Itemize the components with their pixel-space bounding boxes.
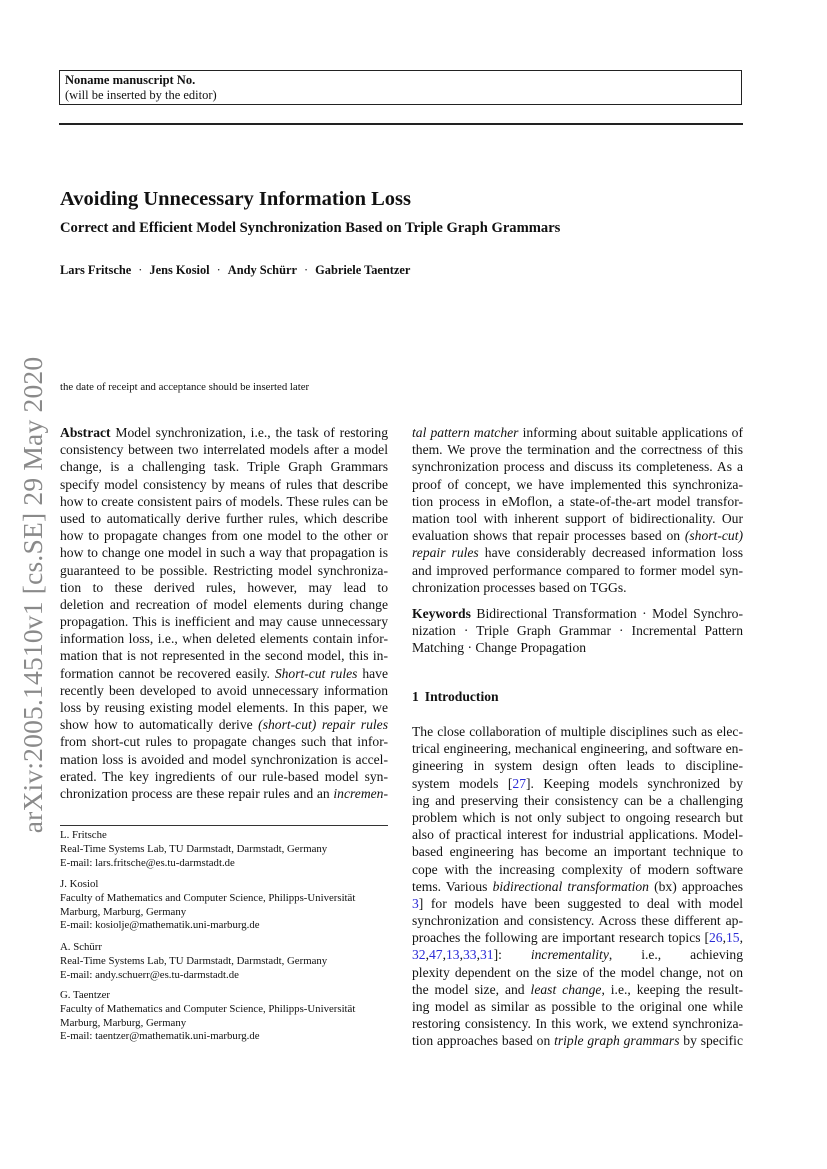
section-number: 1 bbox=[412, 689, 419, 704]
affiliation-line: Real-Time Systems Lab, TU Darmstadt, Darmstadt, Germany bbox=[60, 842, 328, 855]
emphasis-text: Short-cut rules bbox=[274, 665, 358, 681]
affiliation-email: E-mail: lars.fritsche@es.tu-darmstadt.de bbox=[60, 856, 235, 869]
text-line: tion process in eMoflon, a state-of-the-art model transfor- bbox=[412, 493, 743, 509]
author-separator: · bbox=[216, 263, 221, 277]
author: Gabriele Taentzer bbox=[315, 263, 411, 277]
text-line: mation that is not represented in the second model, this in- bbox=[60, 648, 388, 664]
text-line: recently been developed to avoid unnecessary information bbox=[60, 682, 388, 698]
affiliation-line: Marburg, Marburg, Germany bbox=[60, 905, 187, 918]
paper-title: Avoiding Unnecessary Information Loss bbox=[60, 188, 411, 210]
text-span: evaluation shows that repair processes based on bbox=[412, 528, 685, 544]
text-line: used to automatically derive further rules, which describe bbox=[60, 510, 388, 526]
citation-link[interactable]: 27 bbox=[512, 775, 526, 791]
emphasis-text: least change bbox=[530, 981, 602, 997]
text-span: formation cannot be recovered easily. bbox=[60, 665, 275, 681]
editor-note: (will be inserted by the editor) bbox=[65, 88, 217, 102]
text-line: restoring consistency. In this work, we extend synchroniza- bbox=[412, 1016, 743, 1032]
bold-label: Abstract bbox=[60, 425, 111, 440]
affiliation-email: E-mail: andy.schuerr@es.tu-darmstadt.de bbox=[60, 968, 239, 981]
manuscript-number-label: Noname manuscript No. bbox=[65, 73, 196, 87]
citation-link[interactable]: 33 bbox=[463, 947, 477, 963]
text-line bbox=[60, 424, 388, 441]
text-line: how to change one model in such a way that propagation is bbox=[60, 545, 388, 561]
emphasis-text: tal pattern matcher bbox=[412, 425, 519, 440]
text-line: gineering in system design often leads to discipline- bbox=[412, 758, 743, 774]
emphasis-text: bidirectional transformation bbox=[492, 878, 649, 894]
text-span: informing about suitable applications of bbox=[518, 425, 743, 440]
introduction-text bbox=[412, 723, 743, 1050]
abstract-right-column bbox=[412, 424, 743, 596]
text-line: problem which is not only subject to ongoing research but bbox=[412, 809, 743, 825]
text-line bbox=[412, 605, 743, 622]
text-span: , bbox=[425, 947, 429, 963]
text-span: ]: bbox=[493, 947, 531, 963]
affiliation-kosiol bbox=[60, 878, 400, 933]
text-line: deletion and recreation of model elements during change bbox=[60, 596, 388, 612]
text-line bbox=[60, 785, 388, 802]
text-span: the model size, and bbox=[412, 981, 531, 997]
bold-label: Keywords bbox=[412, 606, 471, 621]
affiliation-fritsche bbox=[60, 829, 400, 870]
citation-link[interactable]: 31 bbox=[480, 947, 494, 963]
text-line bbox=[412, 1032, 743, 1049]
text-line: from short-cut rules to propagate changes such that infor- bbox=[60, 734, 388, 750]
text-span: tems. Various bbox=[412, 878, 493, 894]
text-line: mation tool with inherent support of bidirectionality. Our bbox=[412, 510, 743, 526]
text-line: specify model consistency by means of rules that describe bbox=[60, 476, 388, 492]
abstract-left-column bbox=[60, 424, 388, 802]
text-line: based engineering has become an important technique to bbox=[412, 844, 743, 860]
citation-link[interactable]: 32 bbox=[412, 947, 426, 963]
text-line: consistency between two interrelated models after a model bbox=[60, 442, 388, 458]
text-line: propagation. This is inefficient and may cause unnecessary bbox=[60, 614, 388, 630]
affiliation-line: Marburg, Marburg, Germany bbox=[60, 1016, 187, 1029]
text-span: (bx) approaches bbox=[654, 878, 743, 894]
arxiv-identifier: arXiv:2005.14510v1 [cs.SE] 29 May 2020 bbox=[17, 356, 48, 834]
text-line bbox=[412, 775, 743, 792]
text-span: show how to automatically derive bbox=[60, 717, 259, 733]
text-span: , i.e., keeping the result- bbox=[601, 981, 743, 997]
affiliation-author-name: G. Taentzer bbox=[60, 989, 111, 1001]
text-span: , bbox=[442, 947, 446, 963]
affiliation-line: Faculty of Mathematics and Computer Science, Philipps-Universität bbox=[60, 891, 356, 904]
text-span: , bbox=[722, 930, 726, 946]
author: Lars Fritsche bbox=[60, 263, 132, 277]
text-line: The close collaboration of multiple disciplines such as elec- bbox=[412, 724, 743, 739]
text-line: cope with the increasing complexity of modern software bbox=[412, 861, 743, 877]
text-span: have considerably decreased information loss bbox=[478, 545, 743, 561]
text-line: plexity dependent on the size of the model change, not on bbox=[412, 964, 743, 980]
text-span: ]. Keeping models synchronized by bbox=[526, 775, 743, 791]
affiliation-email: E-mail: taentzer@mathematik.uni-marburg.de bbox=[60, 1030, 260, 1043]
text-line bbox=[412, 527, 743, 544]
author-separator: · bbox=[138, 263, 143, 277]
text-line: proof of concept, we have implemented this synchroniza- bbox=[412, 476, 743, 492]
emphasis-text: (short-cut) bbox=[684, 528, 743, 544]
text-line: trical engineering, mechanical engineering, and software en- bbox=[412, 741, 743, 757]
text-line: Matching · Change Propagation bbox=[412, 640, 587, 656]
emphasis-text: repair rules bbox=[412, 545, 479, 561]
text-span: have bbox=[357, 665, 388, 681]
text-line: and improved performance compared to former model syn- bbox=[412, 562, 743, 578]
citation-link[interactable]: 3 bbox=[412, 895, 419, 911]
author: Andy Schürr bbox=[227, 263, 297, 277]
text-span: chronization process are these repair rules and an bbox=[60, 785, 334, 801]
text-span: Model synchronization, i.e., the task of restoring bbox=[110, 425, 388, 440]
affiliation-line: Faculty of Mathematics and Computer Science, Philipps-Universität bbox=[60, 1002, 356, 1015]
author: Jens Kosiol bbox=[149, 263, 210, 277]
text-line bbox=[412, 544, 743, 561]
affiliation-schuerr bbox=[60, 941, 400, 982]
text-span: , i.e., achieving bbox=[608, 947, 743, 963]
text-line: them. We prove the termination and the correctness of this bbox=[412, 442, 743, 458]
affiliation-author-name: J. Kosiol bbox=[60, 878, 99, 890]
text-line: how to propagate changes from one model to the other or bbox=[60, 528, 388, 544]
emphasis-text: triple graph grammars bbox=[554, 1033, 680, 1049]
text-line: also of practical interest for industrial applications. Model- bbox=[412, 827, 743, 843]
text-line: tion to these derived rules, however, may lead to bbox=[60, 579, 388, 595]
text-span: , bbox=[476, 947, 480, 963]
citation-link[interactable]: 47 bbox=[429, 947, 443, 963]
text-span: , bbox=[739, 930, 743, 946]
text-line: loss by reusing existing model elements. In this paper, we bbox=[60, 700, 388, 715]
text-span: by specific bbox=[679, 1033, 743, 1049]
citation-link[interactable]: 15 bbox=[726, 930, 740, 946]
text-line bbox=[412, 981, 743, 998]
header-rule bbox=[59, 123, 743, 125]
text-line: information loss, i.e., when deleted elements contain infor- bbox=[60, 631, 388, 647]
text-line: mation loss is avoided and model synchronization is accel- bbox=[60, 751, 388, 767]
manuscript-number-box bbox=[59, 70, 742, 105]
author-separator: · bbox=[303, 263, 309, 277]
section-heading-introduction bbox=[412, 689, 499, 705]
text-span: system models [ bbox=[412, 775, 513, 791]
affiliation-line: Real-Time Systems Lab, TU Darmstadt, Darmstadt, Germany bbox=[60, 954, 328, 967]
text-line: ing model as similar as possible to the original one while bbox=[412, 999, 743, 1014]
text-line bbox=[412, 929, 743, 946]
text-line: synchronization and consistency. Across these different ap- bbox=[412, 913, 743, 929]
text-line: erated. The key ingredients of our rule-based model syn- bbox=[60, 768, 388, 784]
citation-link[interactable]: 26 bbox=[709, 930, 723, 946]
text-line bbox=[412, 946, 743, 963]
text-line: how to create consistent pairs of models. These rules can be bbox=[60, 493, 388, 509]
emphasis-text: (short-cut) repair rules bbox=[258, 717, 388, 733]
text-span: Bidirectional Transformation · Model Synchro- bbox=[470, 606, 743, 621]
emphasis-text: incrementality bbox=[530, 947, 609, 963]
text-line: chronization processes based on TGGs. bbox=[412, 579, 627, 595]
citation-link[interactable]: 13 bbox=[446, 947, 460, 963]
text-line: guaranteed to be possible. Restricting model synchroniza- bbox=[60, 562, 388, 578]
section-title: Introduction bbox=[424, 689, 499, 704]
text-line bbox=[412, 878, 743, 895]
text-span: tion approaches based on bbox=[412, 1033, 555, 1049]
affiliation-taentzer bbox=[60, 989, 400, 1044]
text-line bbox=[60, 716, 388, 733]
text-line: change, is a challenging task. Triple Graph Grammars bbox=[60, 459, 388, 475]
text-line bbox=[412, 424, 743, 441]
text-span: , bbox=[459, 947, 463, 963]
affiliation-author-name: L. Fritsche bbox=[60, 829, 107, 841]
text-line: synchronization process and discuss its completeness. As a bbox=[412, 459, 743, 475]
affiliation-author-name: A. Schürr bbox=[60, 941, 102, 953]
receipt-dates: the date of receipt and acceptance should be inserted later bbox=[60, 381, 310, 393]
text-line: nization · Triple Graph Grammar · Incremental Pattern bbox=[412, 623, 743, 639]
footnote-rule bbox=[60, 825, 388, 826]
keywords bbox=[412, 605, 743, 657]
text-span: proaches the following are important research topics [ bbox=[412, 930, 709, 946]
emphasis-text: incremen- bbox=[333, 785, 388, 801]
text-line: ing and preserving their consistency can be a challenging bbox=[412, 792, 743, 808]
author-list bbox=[60, 263, 410, 278]
text-line bbox=[412, 895, 743, 912]
paper-subtitle: Correct and Efficient Model Synchronization Based on Triple Graph Grammars bbox=[60, 220, 561, 236]
text-line bbox=[60, 665, 388, 682]
text-span: ] for models have been suggested to deal with model bbox=[418, 895, 743, 911]
affiliation-email: E-mail: kosiolje@mathematik.uni-marburg.de bbox=[60, 919, 260, 932]
